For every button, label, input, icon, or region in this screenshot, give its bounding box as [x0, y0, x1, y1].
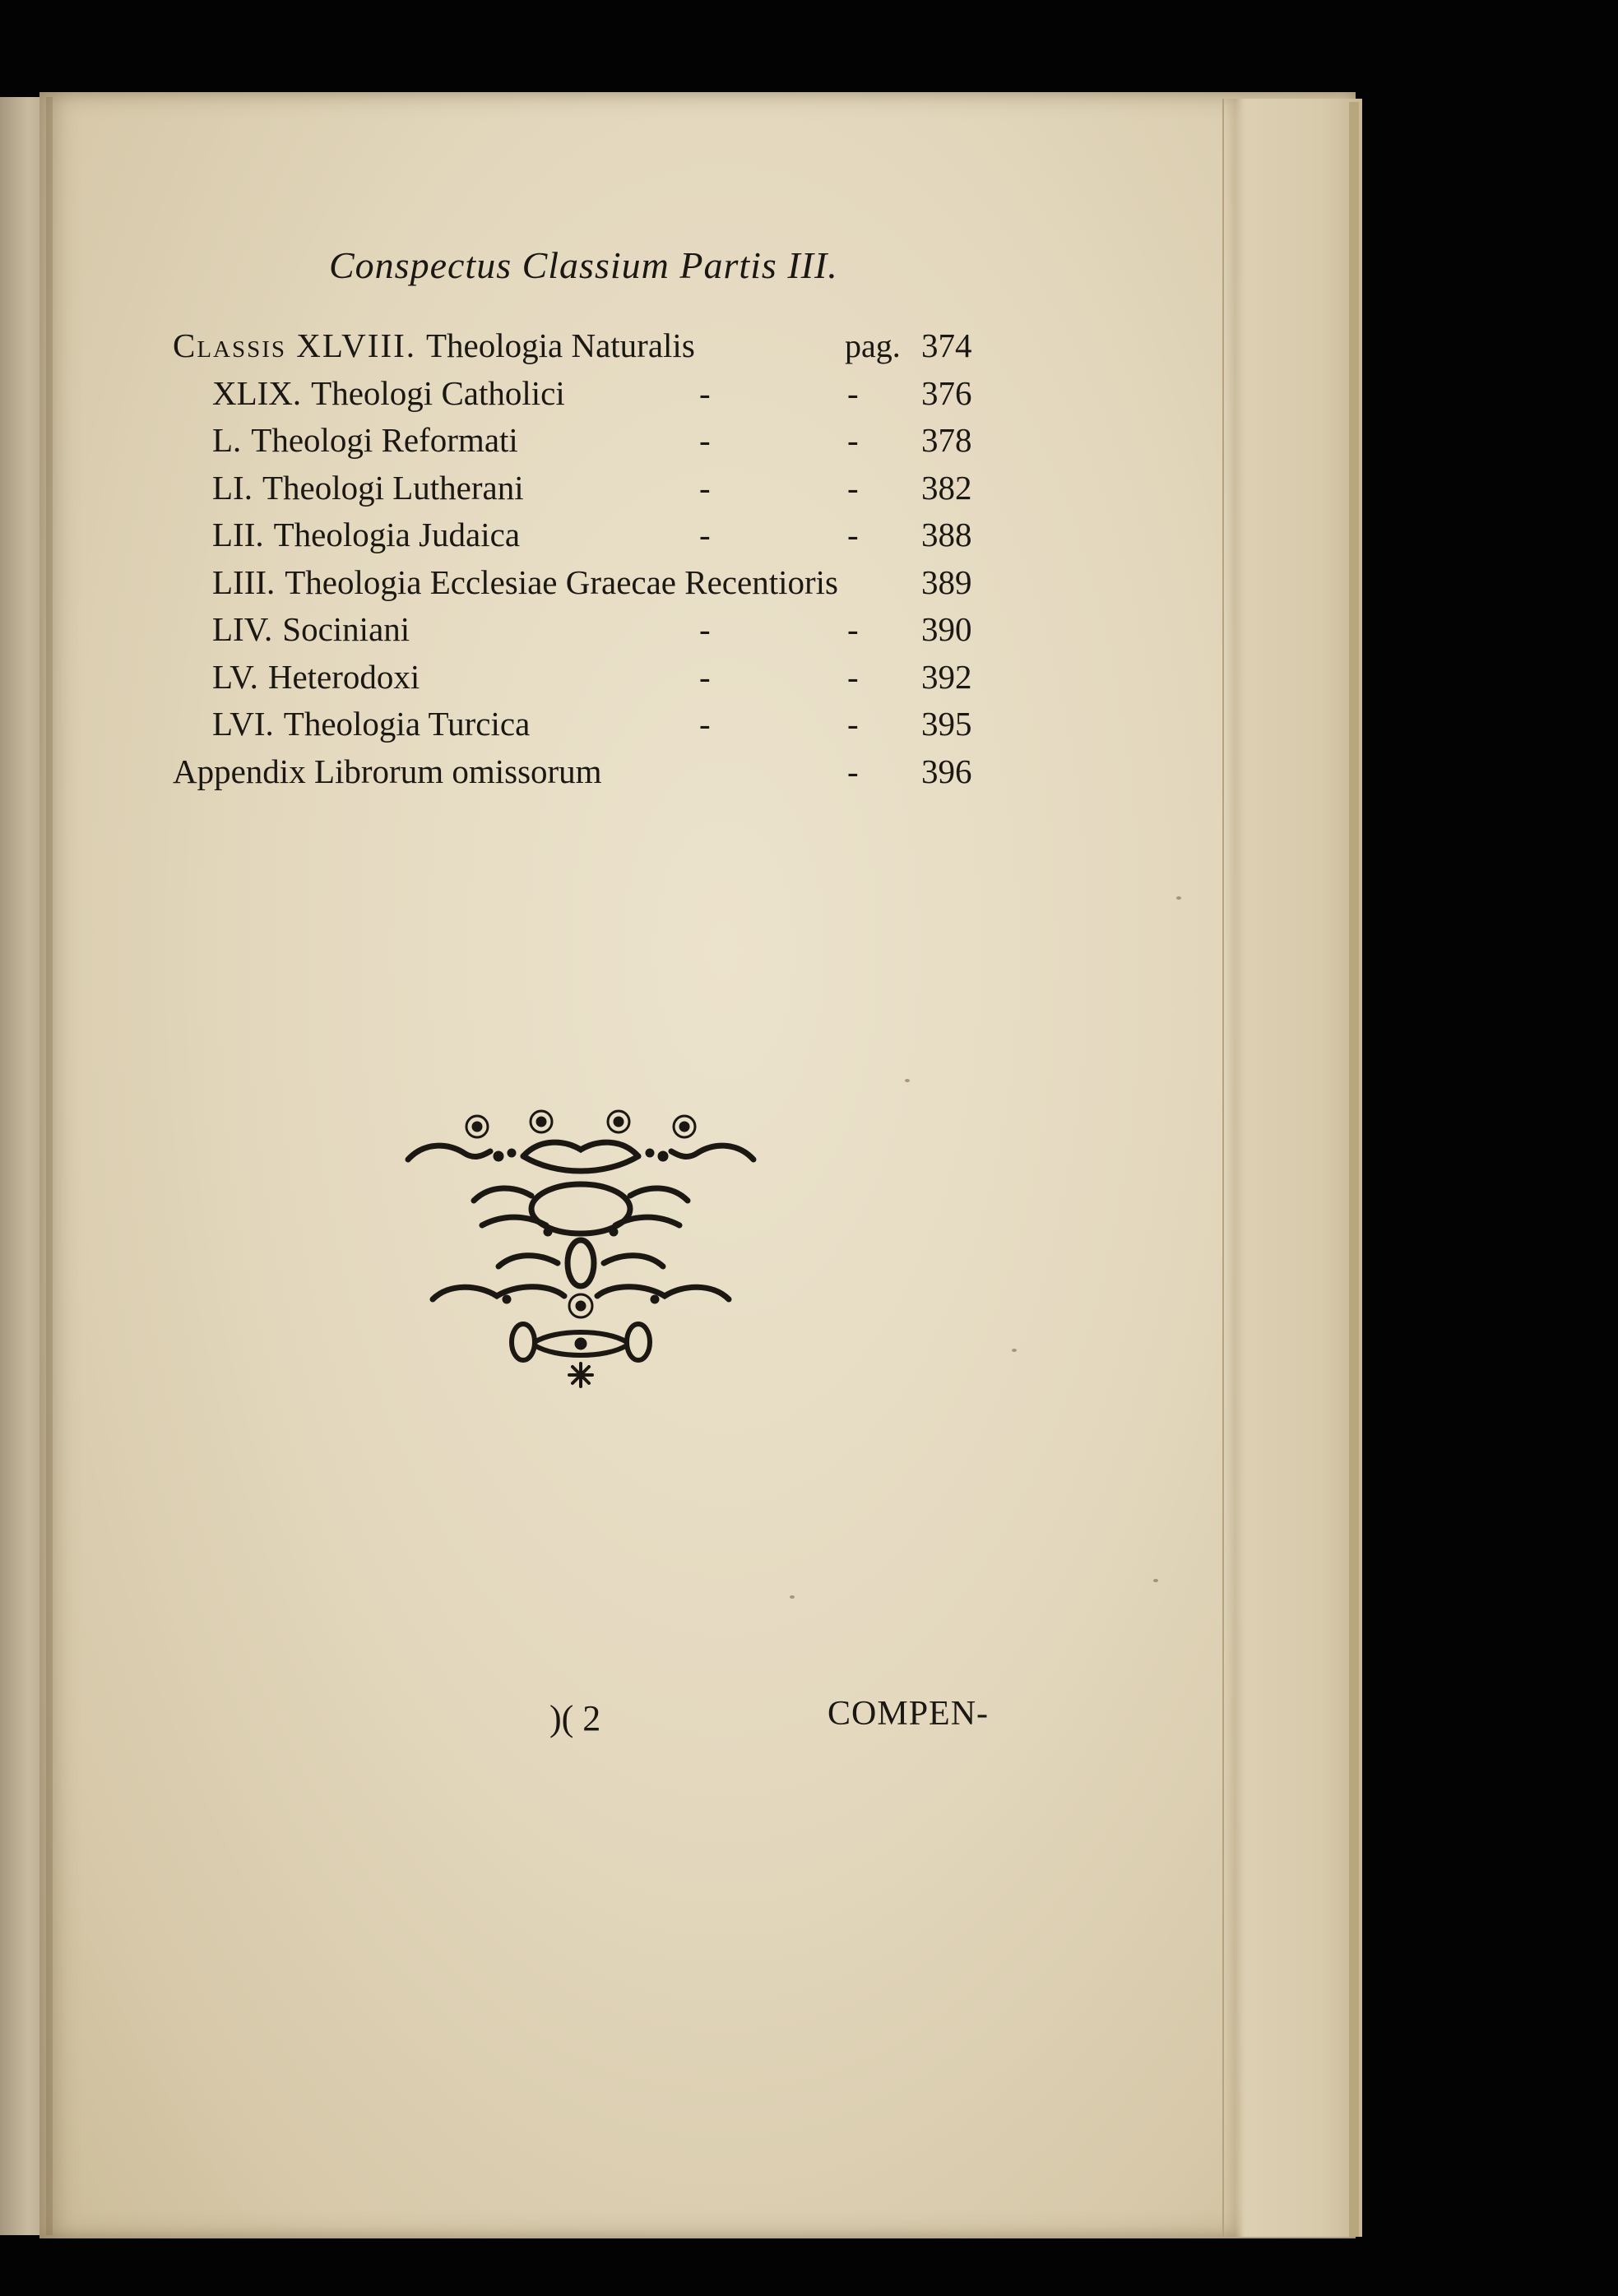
- paper-speck: [1012, 1349, 1017, 1352]
- toc-leader-dash: -: [699, 516, 711, 553]
- toc-page-number: 390: [921, 610, 972, 648]
- toc-class-number: LI.: [212, 468, 253, 507]
- toc-title: Theologia Naturalis: [426, 326, 695, 364]
- toc-leader-dash: -: [847, 468, 859, 507]
- toc-page-number: 374: [921, 326, 972, 364]
- toc-row: [173, 701, 995, 748]
- toc-title: Theologi Catholici: [311, 373, 565, 412]
- toc-row: [173, 606, 995, 654]
- catchword: COMPEN-: [828, 1695, 990, 1733]
- toc-page-number: 378: [921, 421, 972, 459]
- toc-row: [173, 654, 995, 701]
- toc-title: Theologi Lutherani: [262, 468, 524, 507]
- toc-class-number: LII.: [212, 516, 264, 553]
- paper-speck: [1153, 1579, 1158, 1582]
- toc-row: [173, 465, 995, 512]
- paper-speck: [790, 1595, 795, 1599]
- toc-class-number: Classis XLVIII.: [173, 326, 417, 364]
- toc-row: [173, 512, 995, 559]
- toc-leader-dash: -: [699, 373, 711, 412]
- toc-row: [173, 417, 995, 465]
- toc-leader-dash: -: [699, 421, 711, 459]
- toc-leader-dash: -: [847, 373, 859, 412]
- paper-speck: [905, 1079, 910, 1082]
- toc-page-number: 396: [921, 752, 972, 790]
- toc-page-number: 389: [921, 562, 972, 601]
- signature-mark: )( 2: [549, 1698, 601, 1738]
- toc-title: Theologia Turcica: [283, 705, 531, 743]
- toc-title: Sociniani: [282, 610, 410, 648]
- page-outer-edge: [1349, 102, 1359, 2237]
- toc-leader-dash: -: [699, 657, 711, 696]
- toc-leader-dash: -: [847, 516, 859, 553]
- page-fore-edge: [1222, 99, 1362, 2237]
- toc-row: [173, 748, 995, 796]
- toc-page-number: 395: [921, 705, 972, 743]
- table-of-contents: [173, 322, 995, 795]
- toc-row: [173, 322, 995, 370]
- toc-leader-dash: -: [699, 705, 711, 743]
- toc-leader-dash: -: [847, 610, 859, 648]
- toc-class-number: LIV.: [212, 610, 273, 648]
- toc-leader-dash: -: [699, 610, 711, 648]
- toc-leader-dash: -: [847, 657, 859, 696]
- toc-leader-dash: -: [699, 468, 711, 507]
- toc-row: [173, 559, 995, 607]
- toc-class-number: LVI.: [212, 705, 274, 743]
- toc-page-number: 388: [921, 516, 972, 553]
- toc-row: [173, 370, 995, 418]
- gutter-fold: [46, 97, 53, 2235]
- toc-title: Theologi Reformati: [251, 421, 518, 459]
- toc-title: Theologia Judaica: [273, 516, 521, 553]
- toc-class-number: LV.: [212, 657, 258, 696]
- toc-title: Heterodoxi: [267, 657, 420, 696]
- toc-leader-dash: -: [847, 421, 859, 459]
- toc-page-prefix: pag.: [845, 327, 901, 364]
- toc-leader-dash: -: [847, 752, 859, 790]
- toc-page-number: 392: [921, 657, 972, 696]
- toc-class-number: XLIX.: [212, 373, 302, 412]
- toc-leader-dash: -: [847, 705, 859, 743]
- toc-title: Appendix Librorum omissorum: [173, 752, 602, 790]
- paper-speck: [1176, 896, 1181, 900]
- toc-title: Theologia Ecclesiae Graecae Recentioris: [285, 562, 838, 601]
- toc-class-number: LIII.: [212, 562, 276, 601]
- toc-page-number: 382: [921, 468, 972, 507]
- printers-ornament-icon: [400, 1102, 762, 1398]
- running-title: Conspectus Classium Partis III.: [329, 244, 838, 286]
- toc-class-number: L.: [212, 421, 242, 459]
- toc-page-number: 376: [921, 373, 972, 412]
